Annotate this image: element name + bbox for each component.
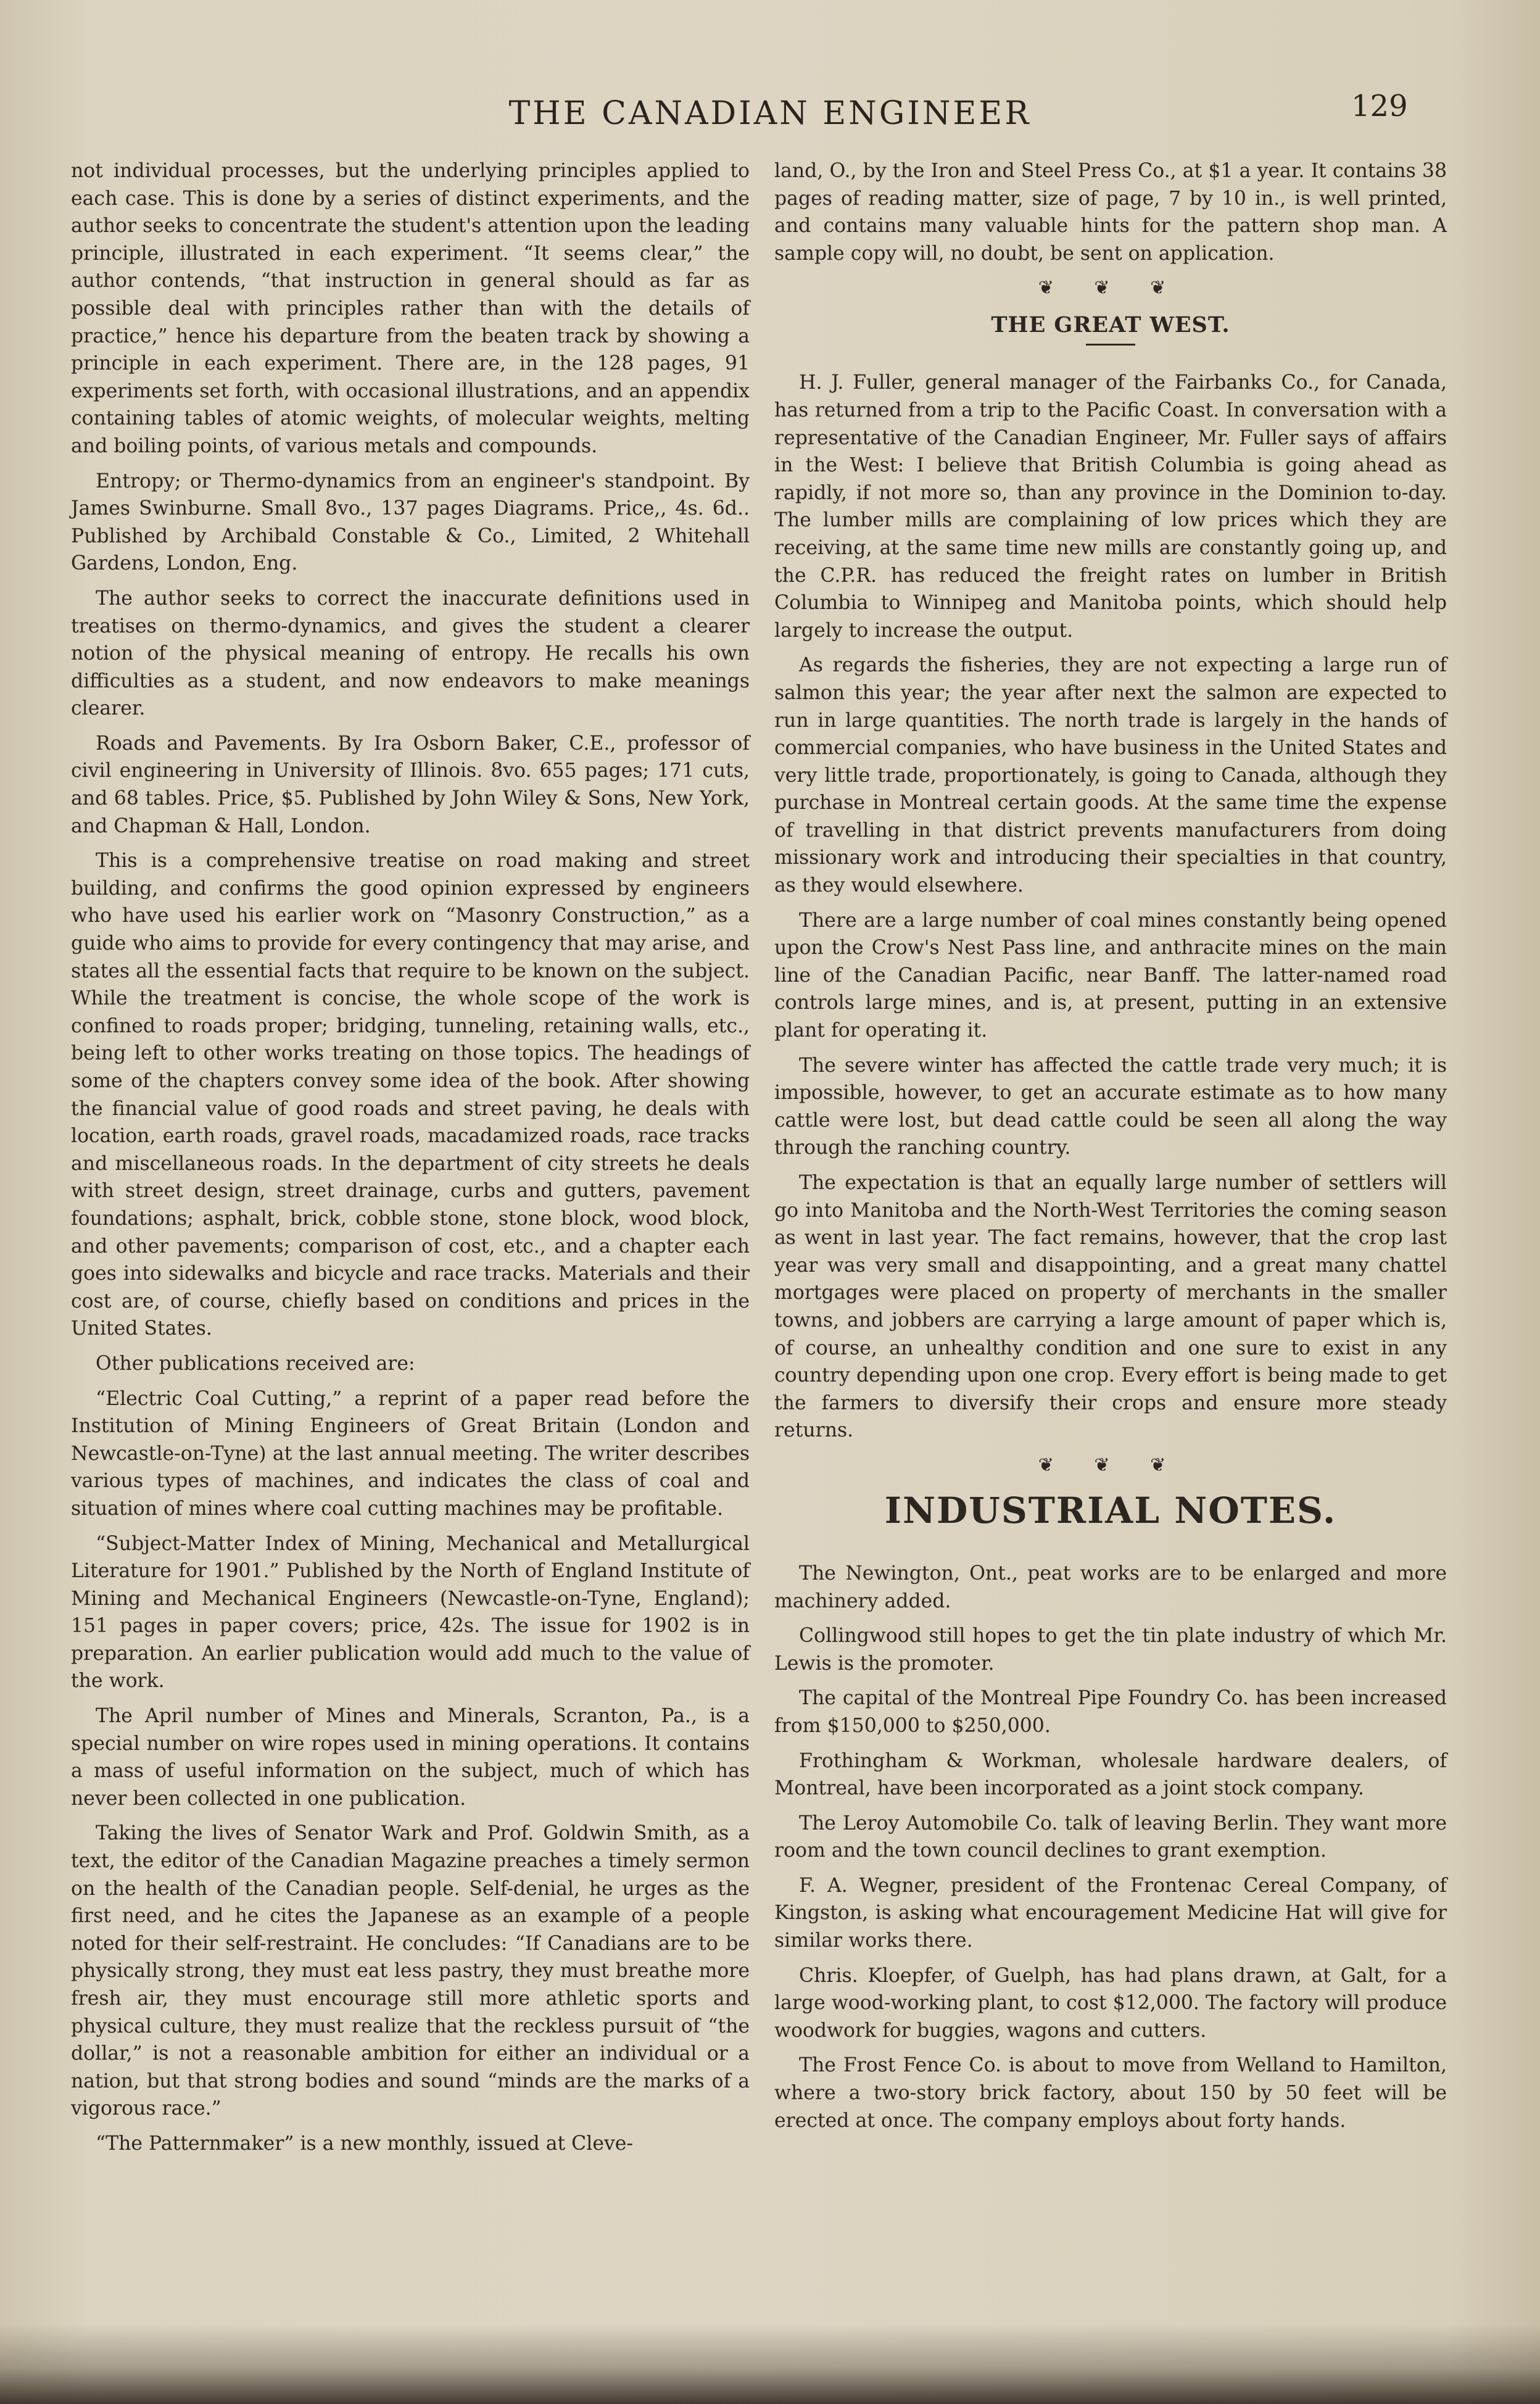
paragraph: Entropy; or Thermo-dynamics from an engineer's standpoint. By James Swinburne. Small 8vo., 137 pages Diagrams. Price,, 4s. 6d.. Published by Archibald Constable & Co., Limited, 2 Whitehall Gardens, London, Eng. (71, 470, 750, 575)
paragraph: Other publications received are: (96, 1352, 415, 1375)
section-title-industrial-notes: INDUSTRIAL NOTES. (884, 1489, 1337, 1532)
paragraph: The Newington, Ont., peat works are to be enlarged and more machinery added. (774, 1562, 1447, 1612)
section-ornament: ❦ ❦ ❦ (1038, 1454, 1183, 1476)
paragraph: “The Patternmaker” is a new monthly, issued at Cleve- (96, 2132, 634, 2155)
page-edge-shadow (0, 2324, 1540, 2404)
section-title-great-west: THE GREAT WEST. (991, 312, 1230, 338)
title-rule (1086, 344, 1135, 346)
running-title: THE CANADIAN ENGINEER (508, 95, 1032, 132)
paragraph: The expectation is that an equally large number of settlers will go into Manitoba and the North-West Territories the coming season as went in last year. The fact remains, however, that the crop last year was very small and disappointing, and a great many chattel mortgages were placed on property of merchants in the smaller towns, and jobbers are carrying a large amount of paper which is, of course, an unhealthy condition and one sure to exist in any country depending upon one crop. Every effort is being made to get the farmers to diversify their crops and ensure more steady returns. (774, 1172, 1447, 1442)
paragraph: H. J. Fuller, general manager of the Fairbanks Co., for Canada, has returned from a trip to the Pacific Coast. In conversation with a representative of the Canadian Engineer, Mr. Fuller says of affairs in the West: I believe that British Columbia is going ahead as rapidly, if not more so, than any province in the Dominion to-day. The lumber mills are complaining of low prices which they are receiving, at the same time new mills are constantly going up, and the C.P.R. has reduced the freight rates on lumber in British Columbia to Winnipeg and Manitoba points, which should help largely to increase the output. (774, 371, 1447, 642)
paragraph: Taking the lives of Senator Wark and Prof. Goldwin Smith, as a text, the editor of the Canadian Magazine preaches a timely sermon on the health of the Canadian people. Self-denial, he urges as the first need, and he cites the Japanese as an example of a people noted for their self-restraint. He concludes: “If Canadians are to be physically strong, they must eat less pastry, they must breathe more fresh air, they must encourage still more athletic sports and physical culture, they must realize that the reckless pursuit of “the dollar,” is not a reasonable ambition for either an individual or a nation, but that strong bodies and sound “minds are the marks of a vigorous race.” (71, 1822, 750, 2120)
page-header (0, 80, 1540, 142)
paragraph: Roads and Pavements. By Ira Osborn Baker, C.E., professor of civil engineering in University of Illinois. 8vo. 655 pages; 171 cuts, and 68 tables. Price, $5. Published by John Wiley & Sons, New York, and Chapman & Hall, London. (71, 732, 750, 837)
paragraph: Frothingham & Workman, wholesale hardware dealers, of Montreal, have been incorporated as a joint stock company. (774, 1749, 1447, 1800)
paragraph: The Frost Fence Co. is about to move from Welland to Hamilton, where a two-story brick factory, about 150 by 50 feet will be erected at once. The company employs about forty hands. (774, 2054, 1447, 2132)
paragraph: Collingwood still hopes to get the tin plate industry of which Mr. Lewis is the promoter. (774, 1625, 1447, 1675)
paragraph: The author seeks to correct the inaccurate definitions used in treatises on thermo-dynamics, and gives the student a clearer notion of the physical meaning of entropy. He recalls his own difficulties as a student, and now endeavors to make meanings clearer. (71, 587, 750, 720)
page-number: 129 (1351, 89, 1408, 123)
paragraph: “Electric Coal Cutting,” a reprint of a paper read before the Institution of Mining Engineers of Great Britain (London and Newcastle-on-Tyne) at the last annual meeting. The writer describes various types of machines, and indicates the class of coal and situation of mines where coal cutting machines may be profitable. (71, 1387, 750, 1520)
paragraph: As regards the fisheries, they are not expecting a large run of salmon this year; the year after next the salmon are expected to run in large quantities. The north trade is largely in the hands of commercial companies, who have business in the United States and very little trade, proportionately, is going to Canada, although they purchase in Montreal certain goods. At the same time the expense of travelling in that district prevents manufacturers from doing missionary work and introducing their specialties in that country, as they would elsewhere. (774, 654, 1447, 897)
paragraph: land, O., by the Iron and Steel Press Co., at $1 a year. It contains 38 pages of reading matter, size of page, 7 by 10 in., is well printed, and contains many valuable hints for the pattern shop man. A sample copy will, no doubt, be sent on application. (774, 160, 1447, 265)
paragraph: The severe winter has affected the cattle trade very much; it is impossible, however, to get an accurate estimate as to how many cattle were lost, but dead cattle could be seen all along the way through the ranching country. (774, 1054, 1447, 1159)
paragraph: This is a comprehensive treatise on road making and street building, and confirms the good opinion expressed by engineers who have used his earlier work on “Masonry Construction,” as a guide who aims to provide for every contingency that may arise, and states all the essential facts that require to be known on the subject. While the treatment is concise, the whole scope of the work is confined to roads proper; bridging, tunneling, retaining walls, etc., being left to other works treating on those topics. The headings of some of the chapters convey some idea of the book. After showing the financial value of good roads and street paving, he deals with location, earth roads, gravel roads, macadamized roads, race tracks and miscellaneous roads. In the department of city streets he deals with street design, street drainage, curbs and gutters, pavement foundations; asphalt, brick, cobble stone, stone block, wood block, and other pavements; comparison of cost, etc., and a chapter each goes into sidewalks and bicycle and race tracks. Materials and their cost are, of course, chiefly based on conditions and prices in the United States. (71, 850, 750, 1340)
paragraph: The April number of Mines and Minerals, Scranton, Pa., is a special number on wire ropes used in mining operations. It contains a mass of useful information on the subject, much of which has never been collected in one publication. (71, 1705, 750, 1810)
paragraph: There are a large number of coal mines constantly being opened upon the Crow's Nest Pass line, and anthracite mines on the main line of the Canadian Pacific, near Banff. The latter-named road controls large mines, and is, at present, putting in an extensive plant for operating it. (774, 909, 1447, 1042)
section-ornament: ❦ ❦ ❦ (1038, 277, 1183, 299)
paragraph: “Subject-Matter Index of Mining, Mechanical and Metallurgical Literature for 1901.” Published by the North of England Institute of Mining and Mechanical Engineers (Newcastle-on-Tyne, England); 151 pages in paper covers; price, 42s. The issue for 1902 is in preparation. An earlier publication would add much to the value of the work. (71, 1532, 750, 1693)
paragraph: The capital of the Montreal Pipe Foundry Co. has been increased from $150,000 to $250,000. (774, 1687, 1447, 1737)
paragraph: The Leroy Automobile Co. talk of leaving Berlin. They want more room and the town council declines to grant exemption. (774, 1812, 1447, 1862)
left-column (71, 157, 750, 2165)
right-column (774, 157, 1447, 2142)
paragraph: F. A. Wegner, president of the Frontenac Cereal Company, of Kingston, is asking what encouragement Medicine Hat will give for similar works there. (774, 1874, 1447, 1952)
paragraph: Chris. Kloepfer, of Guelph, has had plans drawn, at Galt, for a large wood-working plant, to cost $12,000. The factory will produce woodwork for buggies, wagons and cutters. (774, 1964, 1447, 2042)
paragraph: not individual processes, but the underlying principles applied to each case. This is done by a series of distinct experiments, and the author seeks to concentrate the student's attention upon the leading principle, illustrated in each experiment. “It seems clear,” the author contends, “that instruction in general should as far as possible deal with principles rather than with the details of practice,” hence his departure from the beaten track by showing a principle in each experiment. There are, in the 128 pages, 91 experiments set forth, with occasional illustrations, and an appendix containing tables of atomic weights, of molecular weights, melting and boiling points, of various metals and compounds. (71, 160, 750, 457)
